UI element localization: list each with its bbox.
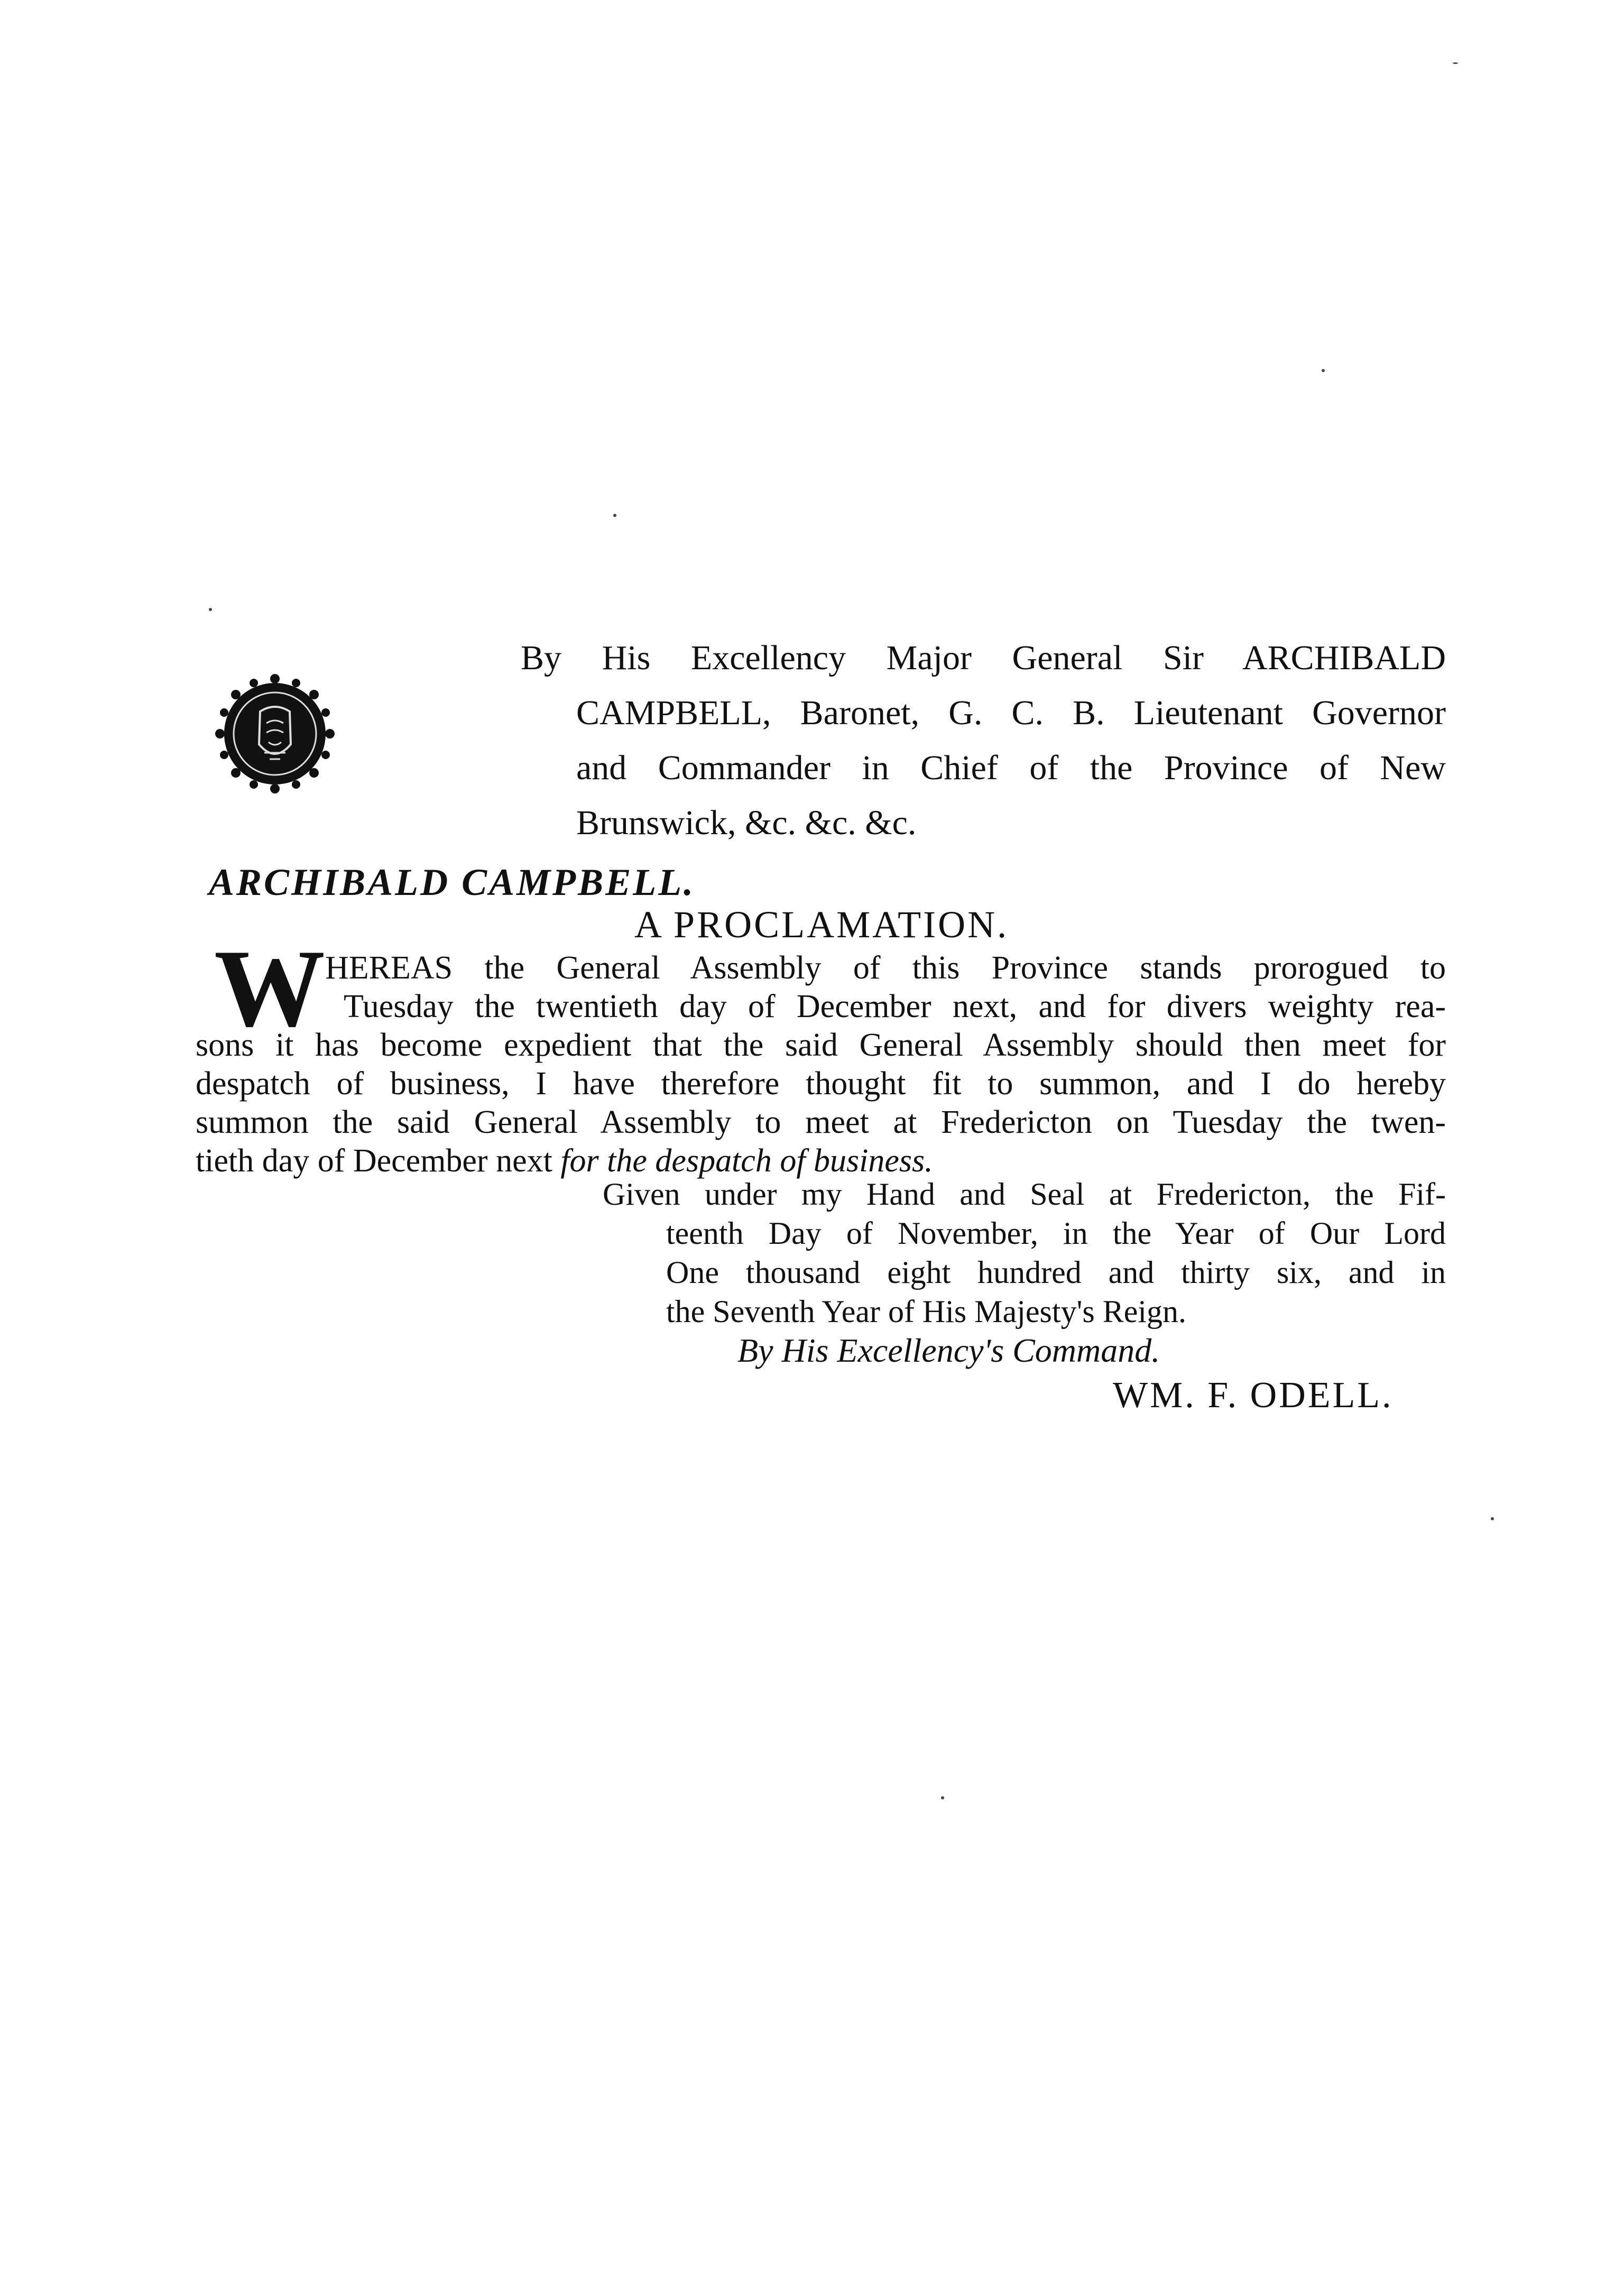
- secretary-signature: WM. F. ODELL.: [1113, 1375, 1394, 1416]
- print-speck: [1453, 62, 1458, 64]
- given-line-4: the Seventh Year of His Majesty's Reign.: [666, 1294, 1187, 1329]
- print-speck: [1322, 369, 1325, 372]
- heading-line-1: By His Excellency Major General Sir ARCHIBALD: [521, 639, 1446, 677]
- command-line: By His Excellency's Command.: [737, 1332, 1160, 1369]
- body-line-4: despatch of business, I have therefore thought fit to summon, and I do hereby: [196, 1066, 1446, 1102]
- body-line-5: summon the said General Assembly to meet at Fredericton on Tuesday the twen-: [196, 1104, 1446, 1140]
- body-italic-tail: for the despatch of business.: [560, 1143, 933, 1179]
- body-line-2: Tuesday the twentieth day of December next, and for divers weighty rea-: [344, 989, 1446, 1024]
- heading-line-2: CAMPBELL, Baronet, G. C. B. Lieutenant Governor: [576, 694, 1446, 732]
- heading-line-3: and Commander in Chief of the Province of New: [576, 749, 1446, 787]
- proclamation-body: [196, 927, 1446, 1180]
- print-speck: [941, 1796, 944, 1799]
- page-title: A PROCLAMATION.: [634, 903, 1009, 946]
- body-line-6-text: tieth day of December next: [196, 1143, 552, 1179]
- seal-icon: [211, 670, 338, 797]
- given-clause: [603, 1175, 1446, 1331]
- heading-line-4: Brunswick, &c. &c. &c.: [576, 803, 917, 842]
- print-speck: [1491, 1517, 1494, 1520]
- drop-cap: W: [214, 927, 325, 1050]
- print-speck: [613, 514, 616, 517]
- given-line-2: teenth Day of November, in the Year of Our Lord: [666, 1216, 1446, 1251]
- body-line-3: sons it has become expedient that the said General Assembly should then meet for: [196, 1027, 1446, 1063]
- given-line-3: One thousand eight hundred and thirty six, and in: [666, 1255, 1446, 1290]
- given-line-1: Given under my Hand and Seal at Fredericton, the Fif-: [603, 1177, 1446, 1212]
- print-speck: [209, 608, 212, 611]
- body-line-1: HEREAS the General Assembly of this Province stands prorogued to: [325, 950, 1446, 986]
- governor-signature: ARCHIBALD CAMPBELL.: [209, 861, 696, 903]
